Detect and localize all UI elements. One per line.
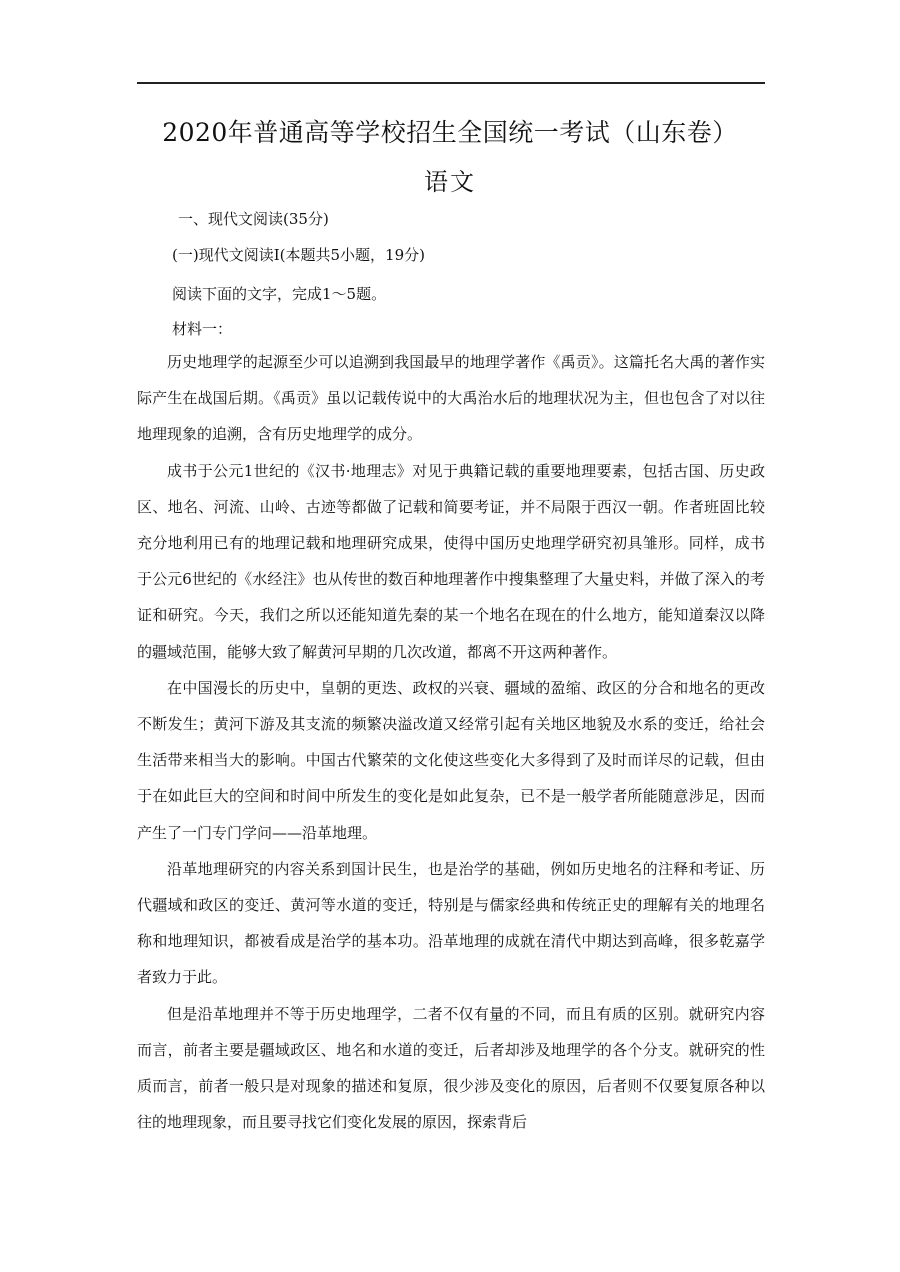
subject-title: 语文 — [424, 168, 476, 196]
sub-heading: (一)现代文阅读Ⅰ(本题共5小题，19分) — [172, 246, 425, 264]
paragraph: 成书于公元1世纪的《汉书·地理志》对见于典籍记载的重要地理要素，包括古国、历史政区、地名、河流、山岭、古迹等都做了记载和简要考证，并不局限于西汉一朝。作者班固比较充分地利用已有的地理记载和地理研究成果，使得中国历史地理学研究初具雏形。同样，成书于公元6世纪的《水经注》也从传世的数百种地理著作中搜集整理了大量史料，并做了深入的考证和研究。今天，我们之所以还能知道先秦的某一个地名在现在的什么地方，能知道秦汉以降的疆域范围，能够大致了解黄河早期的几次改道，都离不开这两种著作。 — [137, 461, 765, 661]
exam-title: 2020年普通高等学校招生全国统一考试（山东卷） — [162, 118, 738, 147]
paragraph: 沿革地理研究的内容关系到国计民生，也是治学的基础，例如历史地名的注释和考证、历代疆域和政区的变迁、黄河等水道的变迁，特别是与儒家经典和传统正史的理解有关的地理名称和地理知识，都被看成是治学的基本功。沿革地理的成就在清代中期达到高峰，很多乾嘉学者致力于此。 — [137, 859, 765, 987]
instruction: 阅读下面的文字，完成1～5题。 — [172, 285, 387, 303]
material-body — [137, 344, 765, 1140]
material-label: 材料一： — [172, 320, 233, 338]
paragraph: 在中国漫长的历史中，皇朝的更迭、政权的兴衰、疆域的盈缩、政区的分合和地名的更改不断发生；黄河下游及其支流的频繁决溢改道又经常引起有关地区地貌及水系的变迁，给社会生活带来相当大的影响。中国古代繁荣的文化使这些变化大多得到了及时而详尽的记载，但由于在如此巨大的空间和时间中所发生的变化是如此复杂，已不是一般学者所能随意涉足，因而产生了一门专门学问——沿革地理。 — [137, 678, 765, 842]
top-rule — [137, 82, 765, 84]
paragraph: 但是沿革地理并不等于历史地理学，二者不仅有量的不同，而且有质的区别。就研究内容而言，前者主要是疆域政区、地名和水道的变迁，后者却涉及地理学的各个分支。就研究的性质而言，前者一般只是对现象的描述和复原，很少涉及变化的原因，后者则不仅要复原各种以往的地理现象，而且要寻找它们变化发展的原因，探索背后 — [137, 1004, 765, 1132]
section-heading: 一、现代文阅读(35分) — [178, 210, 329, 228]
paragraph: 历史地理学的起源至少可以追溯到我国最早的地理学著作《禹贡》。这篇托名大禹的著作实际产生在战国后期。《禹贡》虽以记载传说中的大禹治水后的地理状况为主，但也包含了对以往地理现象的追溯，含有历史地理学的成分。 — [137, 353, 765, 444]
